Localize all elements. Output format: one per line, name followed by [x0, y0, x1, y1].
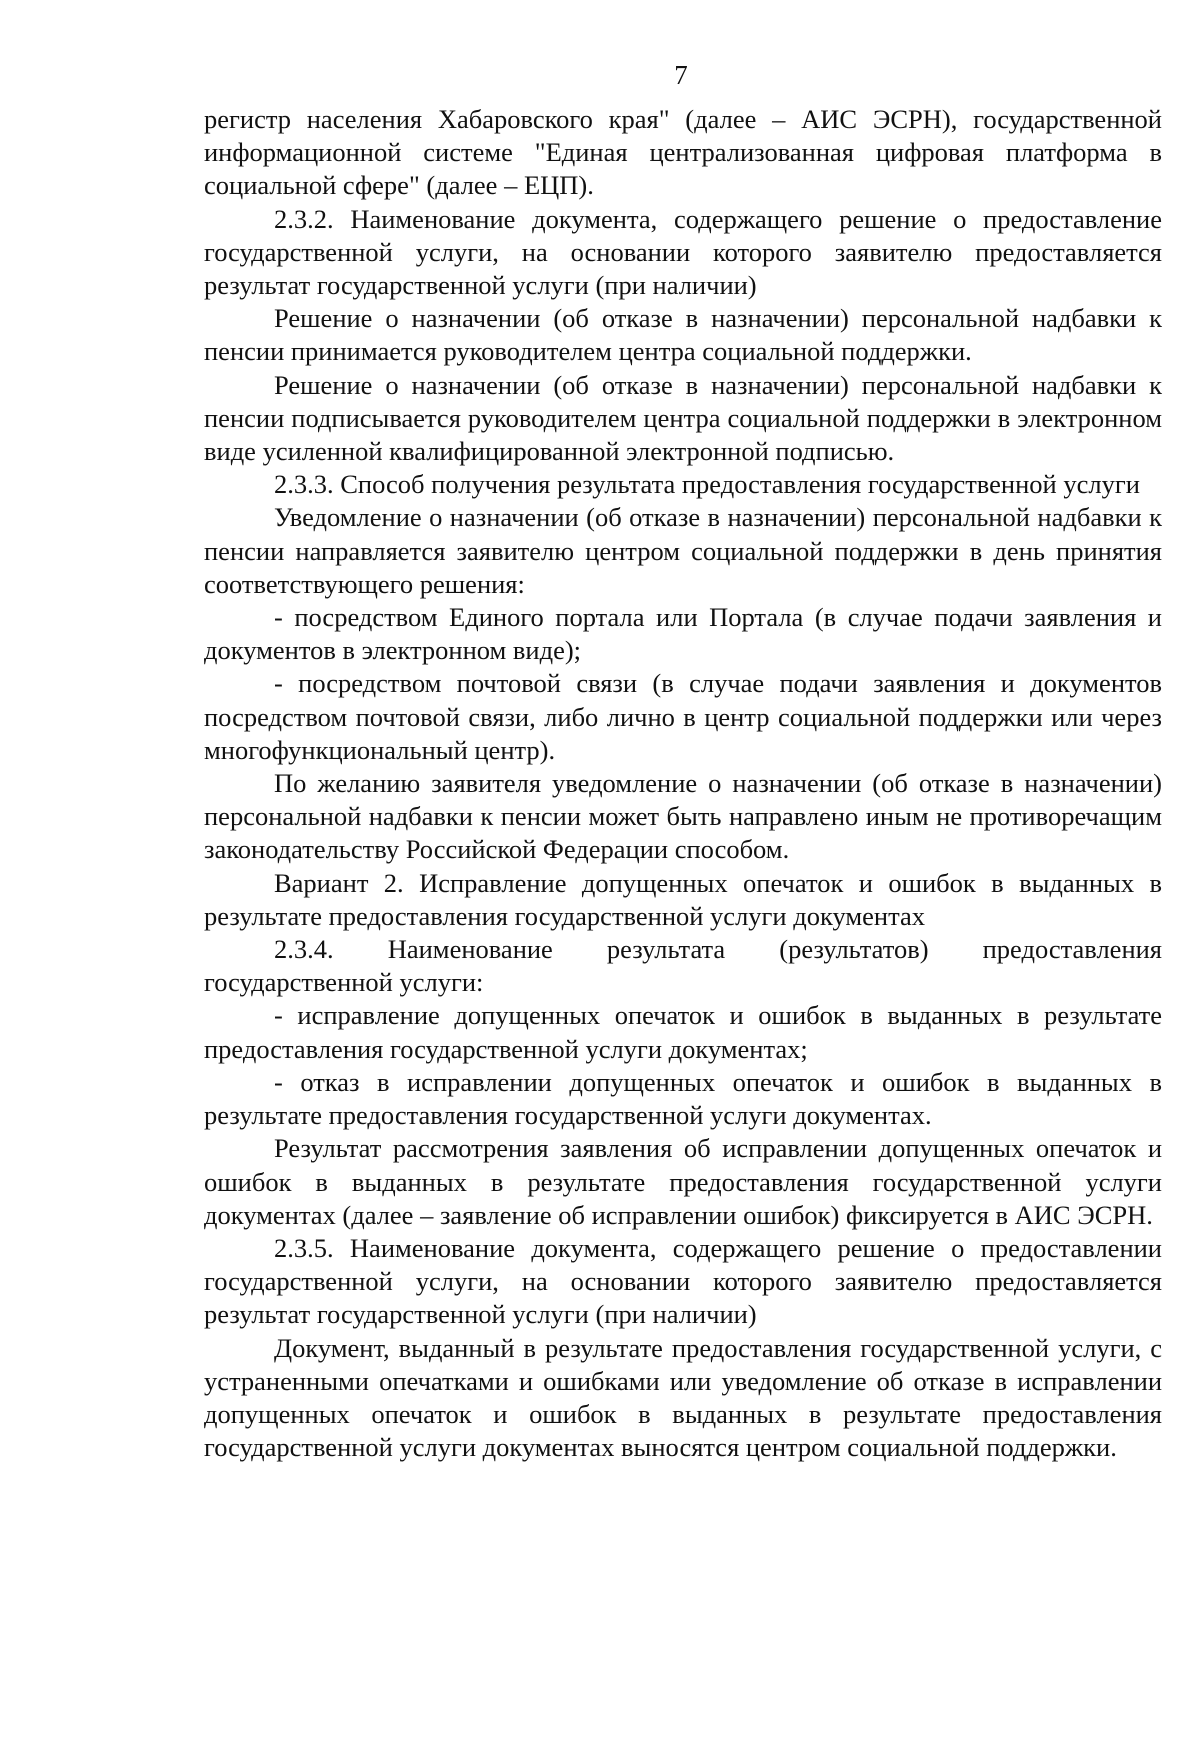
paragraph: Решение о назначении (об отказе в назначении) персональной надбавки к пенсии принимается руководителем центра социальной поддержки.: [204, 303, 1162, 367]
paragraph: Уведомление о назначении (об отказе в назначении) персональной надбавки к пенсии направляется заявителю центром социальной поддержки в день принятия соответствующего решения:: [204, 502, 1162, 599]
list-item: - исправление допущенных опечаток и ошибок в выданных в результате предоставления государственной услуги документах;: [204, 1000, 1162, 1064]
paragraph: По желанию заявителя уведомление о назначении (об отказе в назначении) персональной надбавки к пенсии может быть направлено иным не противоречащим законодательству Российской Федерации способом.: [204, 768, 1162, 865]
page-number: 7: [674, 60, 688, 90]
list-item: - отказ в исправлении допущенных опечаток и ошибок в выданных в результате предоставления государственной услуги документах.: [204, 1066, 1162, 1131]
paragraph-continuation: регистр населения Хабаровского края" (далее – АИС ЭСРН), государственной информационной системе "Единая централизованная цифровая платформа в социальной сфере" (далее – ЕЦП).: [204, 104, 1162, 201]
section-heading-2-3-4: 2.3.4. Наименование результата (результатов) предоставления государственной услуги:: [204, 934, 1162, 998]
section-heading-2-3-2: 2.3.2. Наименование документа, содержащего решение о предоставление государственной услуги, на основании которого заявителю предоставляется результат государственной услуги (при наличии): [204, 203, 1162, 301]
section-heading-2-3-3: 2.3.3. Способ получения результата предоставления государственной услуги: [274, 469, 1140, 500]
document-body: [204, 103, 1162, 1464]
paragraph: Результат рассмотрения заявления об исправлении допущенных опечаток и ошибок в выданных в результате предоставления государственной услуги документах (далее – заявление об исправлении ошибок) фиксируется в АИС ЭСРН.: [204, 1133, 1162, 1230]
list-item: - посредством Единого портала или Портала (в случае подачи заявления и документов в электронном виде);: [204, 602, 1162, 666]
variant-heading: Вариант 2. Исправление допущенных опечаток и ошибок в выданных в результате предоставления государственной услуги документах: [204, 867, 1162, 931]
list-item: - посредством почтовой связи (в случае подачи заявления и документов посредством почтовой связи, либо лично в центр социальной поддержки или через многофункциональный центр).: [204, 668, 1162, 765]
paragraph: Документ, выданный в результате предоставления государственной услуги, с устраненными опечатками и ошибками или уведомление об отказе в исправлении допущенных опечаток и ошибок в выданных в результате предоставления государственной услуги документах выносятся центром социальной поддержки.: [204, 1332, 1162, 1463]
paragraph: Решение о назначении (об отказе в назначении) персональной надбавки к пенсии подписывается руководителем центра социальной поддержки в электронном виде усиленной квалифицированной электронной подписью.: [204, 369, 1162, 467]
section-heading-2-3-5: 2.3.5. Наименование документа, содержащего решение о предоставлении государственной услуги, на основании которого заявителю предоставляется результат государственной услуги (при наличии): [204, 1232, 1162, 1330]
